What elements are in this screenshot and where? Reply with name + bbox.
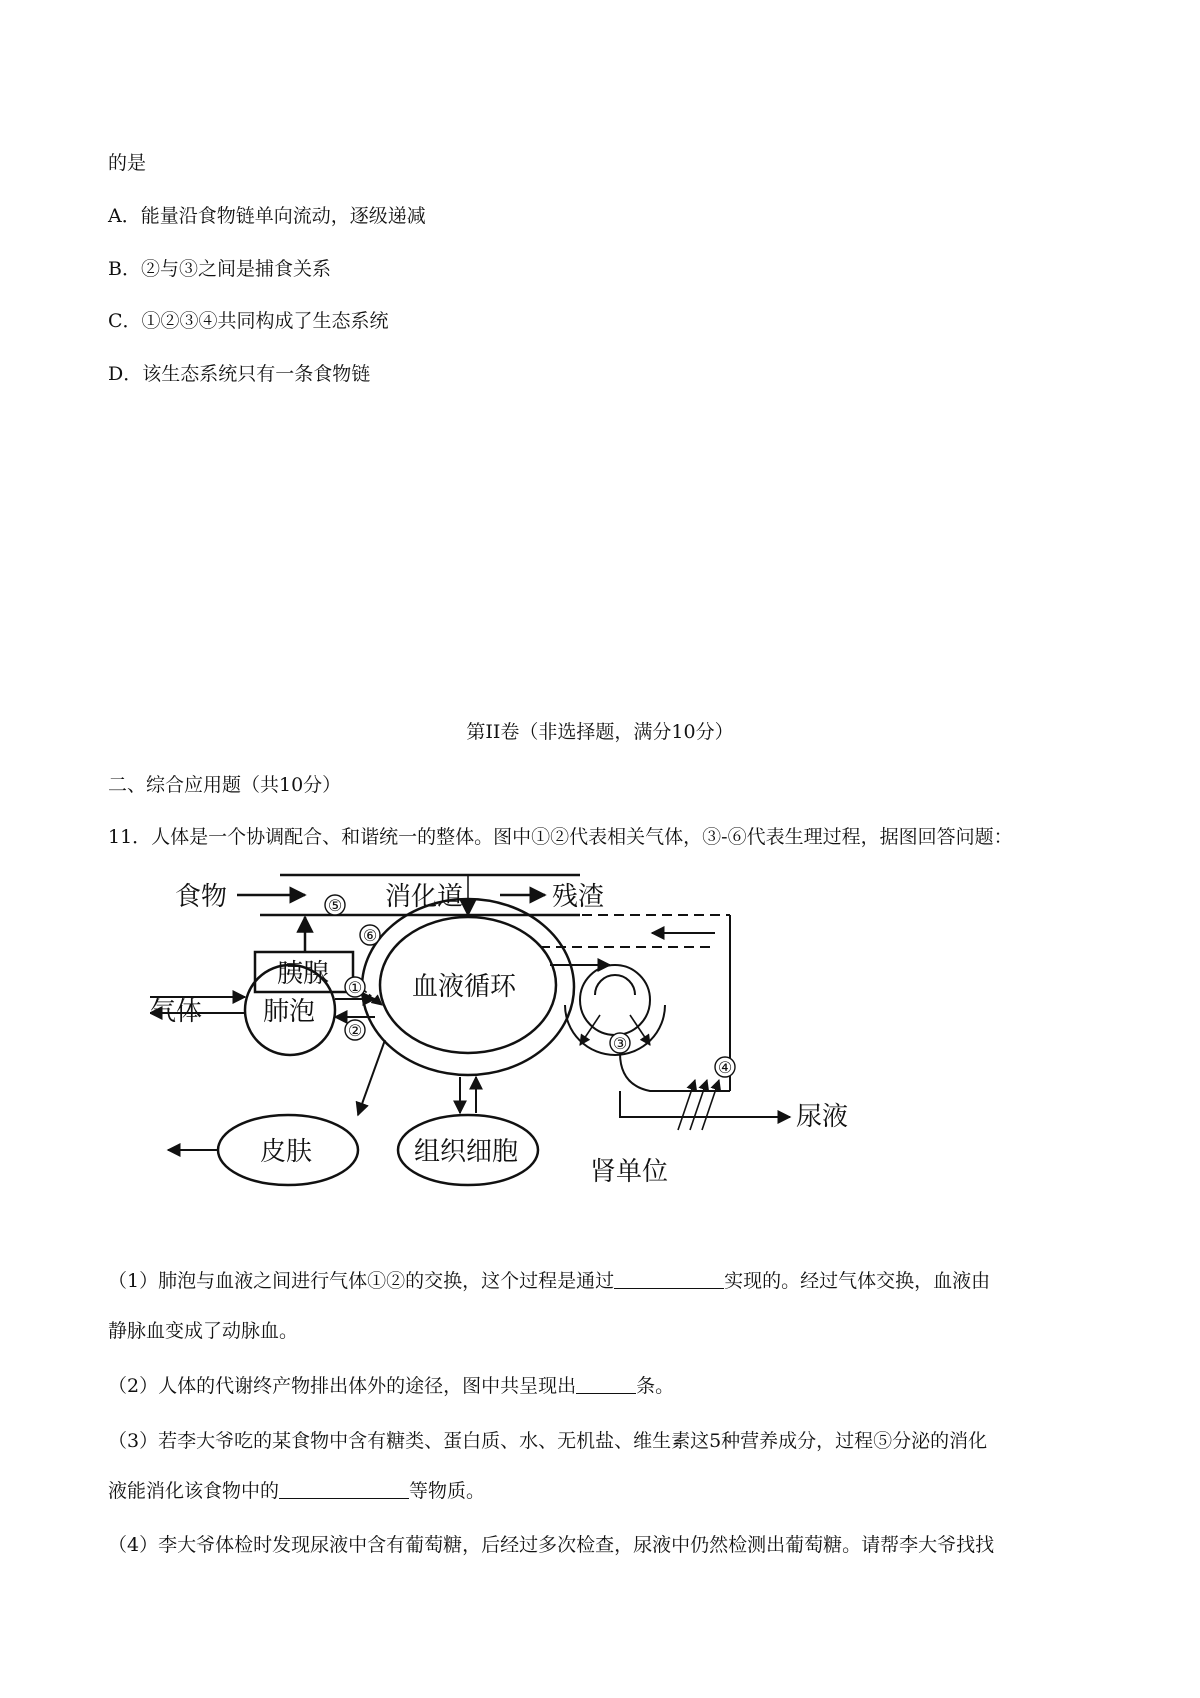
body-systems-diagram xyxy=(150,855,920,1240)
volume-title: 第II卷（非选择题，满分10分） xyxy=(466,721,734,743)
answer-blank-3[interactable] xyxy=(279,1478,409,1499)
q11-sub3-part-b: 液能消化该食物中的 xyxy=(108,1480,280,1502)
q11-sub3-line1: （3）若李大爷吃的某食物中含有糖类、蛋白质、水、无机盐、维生素这5种营养成分，过程⑤分泌的消化 xyxy=(108,1430,988,1452)
label-circulation: 血液循环 xyxy=(412,972,517,1002)
tubule-path xyxy=(620,1053,733,1091)
q11-sub2-part-b: 条。 xyxy=(636,1375,675,1397)
label-3: ③ xyxy=(612,1034,628,1053)
q11-sub2 xyxy=(108,1373,674,1399)
blood-to-skin-arrow xyxy=(358,1040,385,1115)
q10-stem-tail: 的是 xyxy=(108,152,147,174)
label-food: 食物 xyxy=(175,882,228,912)
label-2: ② xyxy=(347,1021,363,1040)
answer-blank-2[interactable] xyxy=(576,1373,636,1394)
q11-sub4: （4）李大爷体检时发现尿液中含有葡萄糖，后经过多次检查，尿液中仍然检测出葡萄糖。请帮李大爷找找 xyxy=(108,1534,995,1556)
q10-option-c: C．①②③④共同构成了生态系统 xyxy=(108,310,389,332)
q10-option-d: D．该生态系统只有一条食物链 xyxy=(108,363,371,385)
q11-sub3-part-c: 等物质。 xyxy=(409,1480,486,1502)
label-tract: 消化道 xyxy=(385,882,464,912)
label-tissue: 组织细胞 xyxy=(414,1137,519,1167)
label-nephron: 肾单位 xyxy=(590,1157,669,1187)
label-alveoli: 肺泡 xyxy=(263,997,316,1027)
label-residue: 残渣 xyxy=(552,882,605,912)
label-skin: 皮肤 xyxy=(260,1137,313,1167)
q10-option-b: B．②与③之间是捕食关系 xyxy=(108,258,331,280)
glomerulus-inner xyxy=(595,975,635,995)
label-1: ① xyxy=(347,978,363,997)
label-4: ④ xyxy=(717,1058,733,1077)
q11-stem: 11．人体是一个协调配合、和谐统一的整体。图中①②代表相关气体，③-⑥代表生理过程，据图回答问题： xyxy=(108,826,1013,848)
label-6: ⑥ xyxy=(362,926,378,945)
q11-sub1-part-a: （1）肺泡与血液之间进行气体①②的交换，这个过程是通过 xyxy=(108,1270,615,1292)
label-gas: 气体 xyxy=(150,997,203,1027)
q11-sub1-part-b: 实现的。经过气体交换，血液由 xyxy=(724,1270,991,1292)
q11-sub1-line2: 静脉血变成了动脉血。 xyxy=(108,1320,299,1342)
q11-sub2-part-a: （2）人体的代谢终产物排出体外的途径，图中共呈现出 xyxy=(108,1375,577,1397)
label-pancreas: 胰腺 xyxy=(277,959,330,989)
label-urine: 尿液 xyxy=(796,1102,849,1132)
answer-blank-1[interactable] xyxy=(614,1268,724,1289)
q11-sub3-line2 xyxy=(108,1478,485,1504)
q10-option-a: A．能量沿食物链单向流动，逐级递减 xyxy=(108,205,426,227)
label-5: ⑤ xyxy=(327,896,343,915)
q11-sub1-line1 xyxy=(108,1268,990,1294)
part-title: 二、综合应用题（共10分） xyxy=(108,774,342,796)
collecting-duct xyxy=(620,1091,740,1117)
